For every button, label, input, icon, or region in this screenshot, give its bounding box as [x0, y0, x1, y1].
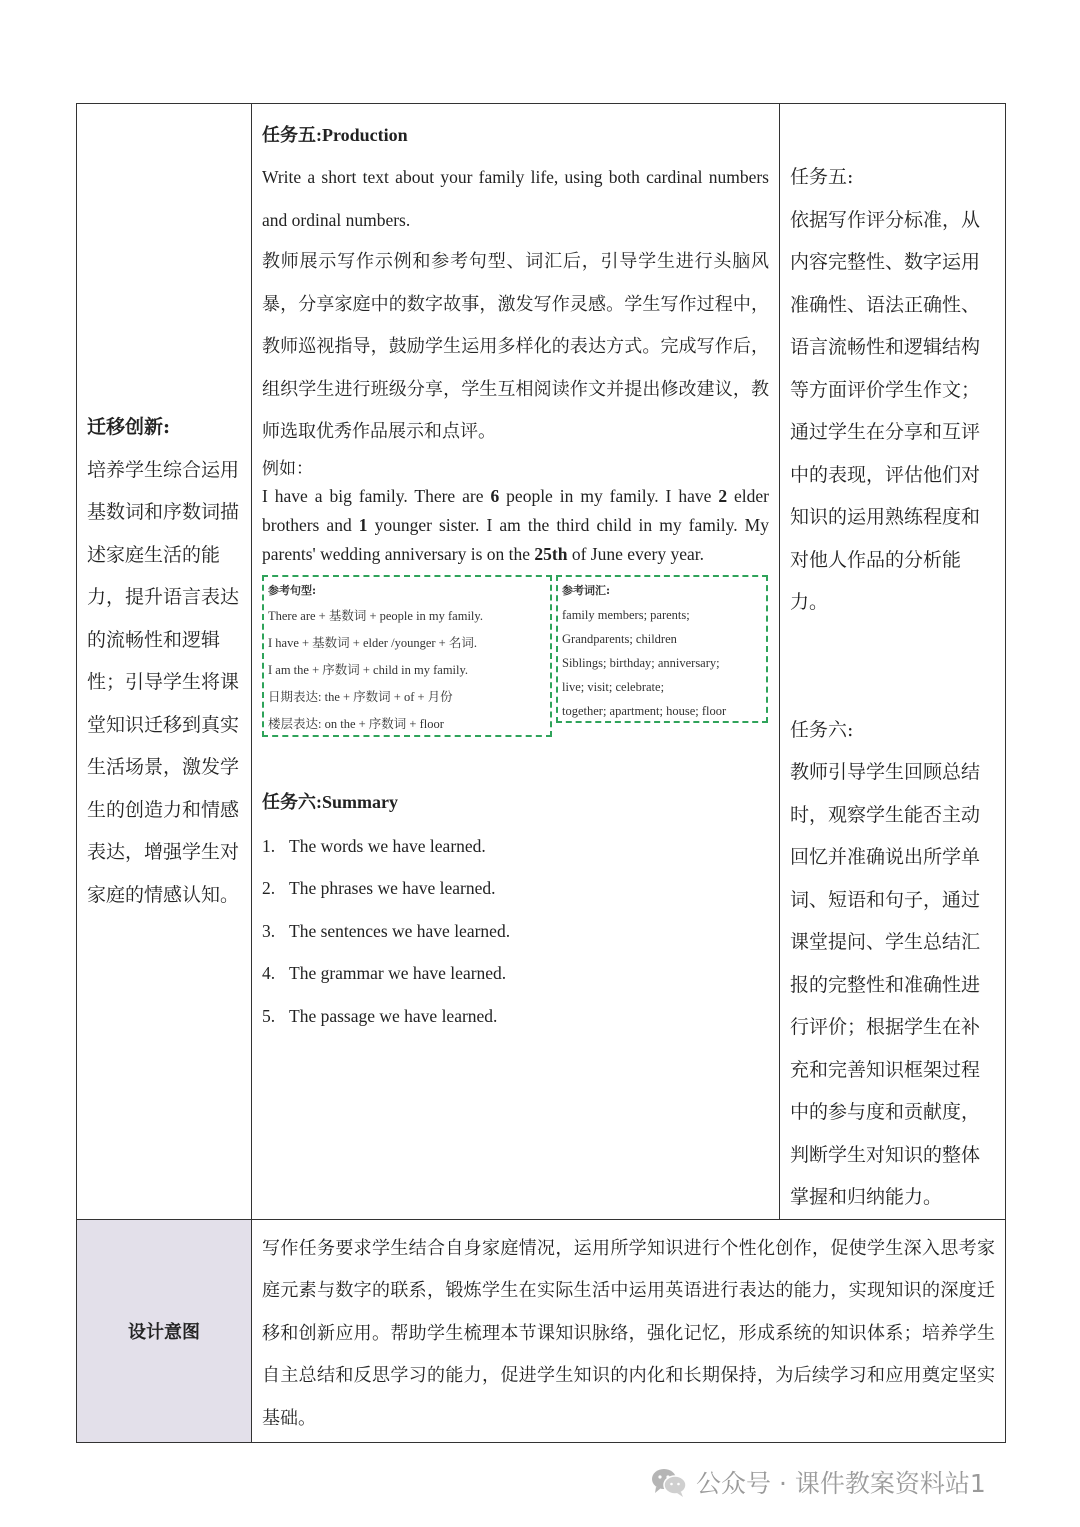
reference-vocab-line: live; visit; celebrate; — [562, 679, 665, 694]
activity-cell — [252, 104, 780, 1220]
summary-item: 3. The sentences we have learned. — [262, 920, 511, 941]
summary-item: 4. The grammar we have learned. — [262, 963, 507, 983]
summary-item: 1. The words we have learned. — [262, 835, 486, 856]
stage-cell — [77, 104, 252, 1220]
summary-item: 2. The phrases we have learned. — [262, 878, 496, 898]
reference-sentences-title: 参考句型: — [268, 583, 317, 597]
reference-vocab-line: Grandparents; children — [562, 631, 677, 646]
reference-sentence: I am the + 序数词 + child in my family. — [268, 662, 469, 677]
evaluation-cell — [780, 104, 1006, 1220]
example-text: I have a big family. There are 6 people in my family. I have 2 elder brothers and 1 younger sister. I am the third child in my family. My parents' wedding anniversary is on the 25th of June every year. — [262, 485, 770, 564]
task5-eval-label: 任务五: — [790, 166, 854, 188]
wechat-icon — [650, 1466, 688, 1498]
reference-vocab-box — [556, 575, 768, 723]
stage-title: 迁移创新: — [87, 416, 171, 439]
reference-sentence: There are + 基数词 + people in my family. — [268, 608, 483, 623]
reference-vocab-line: Siblings; birthday; anniversary; — [562, 655, 720, 670]
task6-section — [262, 785, 769, 1038]
reference-vocab-line: family members; parents; — [562, 607, 690, 622]
reference-sentence: 楼层表达: on the + 序数词 + floor — [268, 716, 444, 731]
task5-eval-text: 依据写作评分标准，从内容完整性、数字运用准确性、语法正确性、语言流畅性和逻辑结构等方面评价学生作文；通过学生在分享和互评中的表现，评估他们对知识的运用熟练程度和对他人作品的分析能力。 — [790, 208, 981, 613]
reference-vocab-line: together; apartment; house; floor — [562, 703, 727, 718]
task5-title: 任务五:Production — [262, 125, 408, 145]
summary-item: 5. The passage we have learned. — [262, 1005, 498, 1026]
design-intent-cell — [252, 1219, 1006, 1442]
reference-sentence: I have + 基数词 + elder /younger + 名词. — [268, 635, 477, 650]
task6-eval-text: 教师引导学生回顾总结时，观察学生能否主动回忆并准确说出所学单词、短语和句子，通过课堂提问、学生总结汇报的完整性和准确性进行评价；根据学生在补充和完善知识框架过程中的参与度和贡献度，判断学生对知识的整体掌握和归纳能力。 — [790, 761, 981, 1208]
lesson-plan-table — [76, 103, 1006, 1443]
task5-teacher-steps: 教师展示写作示例和参考句型、词汇后，引导学生进行头脑风暴，分享家庭中的数字故事，激发写作灵感。学生写作过程中，教师巡视指导，鼓励学生运用多样化的表达方式。完成写作后，组织学生进行班级分享，学生互相阅读作文并提出修改建议，教师选取优秀作品展示和点评。 — [262, 251, 769, 442]
watermark-text: 公众号 · 课件教案资料站1 — [696, 1469, 986, 1498]
design-intent-label: 设计意图 — [128, 1321, 200, 1343]
reference-sentences-box — [262, 575, 552, 737]
reference-vocab-title: 参考词汇: — [562, 583, 611, 597]
task6-title: 任务六:Summary — [262, 791, 398, 812]
task5-instruction: Write a short text about your family life, using both cardinal numbers and ordinal numbers. — [262, 167, 769, 230]
summary-list — [262, 825, 769, 1038]
reference-boxes — [262, 575, 769, 745]
watermark — [650, 1462, 986, 1502]
design-intent-label-cell — [77, 1219, 252, 1442]
task6-eval-label: 任务六: — [790, 718, 854, 741]
transfer-innovation-row — [77, 104, 1006, 1220]
design-intent-row — [77, 1219, 1006, 1442]
stage-goal-text: 培养学生综合运用基数词和序数词描述家庭生活的能力，提升语言表达的流畅性和逻辑性；引导学生将课堂知识迁移到真实生活场景，激发学生的创造力和情感表达，增强学生对家庭的情感认知。 — [87, 458, 240, 906]
design-intent-text: 写作任务要求学生结合自身家庭情况，运用所学知识进行个性化创作，促使学生深入思考家庭元素与数字的联系，锻炼学生在实际生活中运用英语进行表达的能力，实现知识的深度迁移和创新应用。帮助学生梳理本节课知识脉络，强化记忆，形成系统的知识体系；培养学生自主总结和反思学习的能力，促进学生知识的内化和长期保持，为后续学习和应用奠定坚实基础。 — [262, 1237, 995, 1429]
example-label: 例如： — [262, 458, 313, 479]
reference-sentence: 日期表达: the + 序数词 + of + 月份 — [268, 689, 453, 704]
